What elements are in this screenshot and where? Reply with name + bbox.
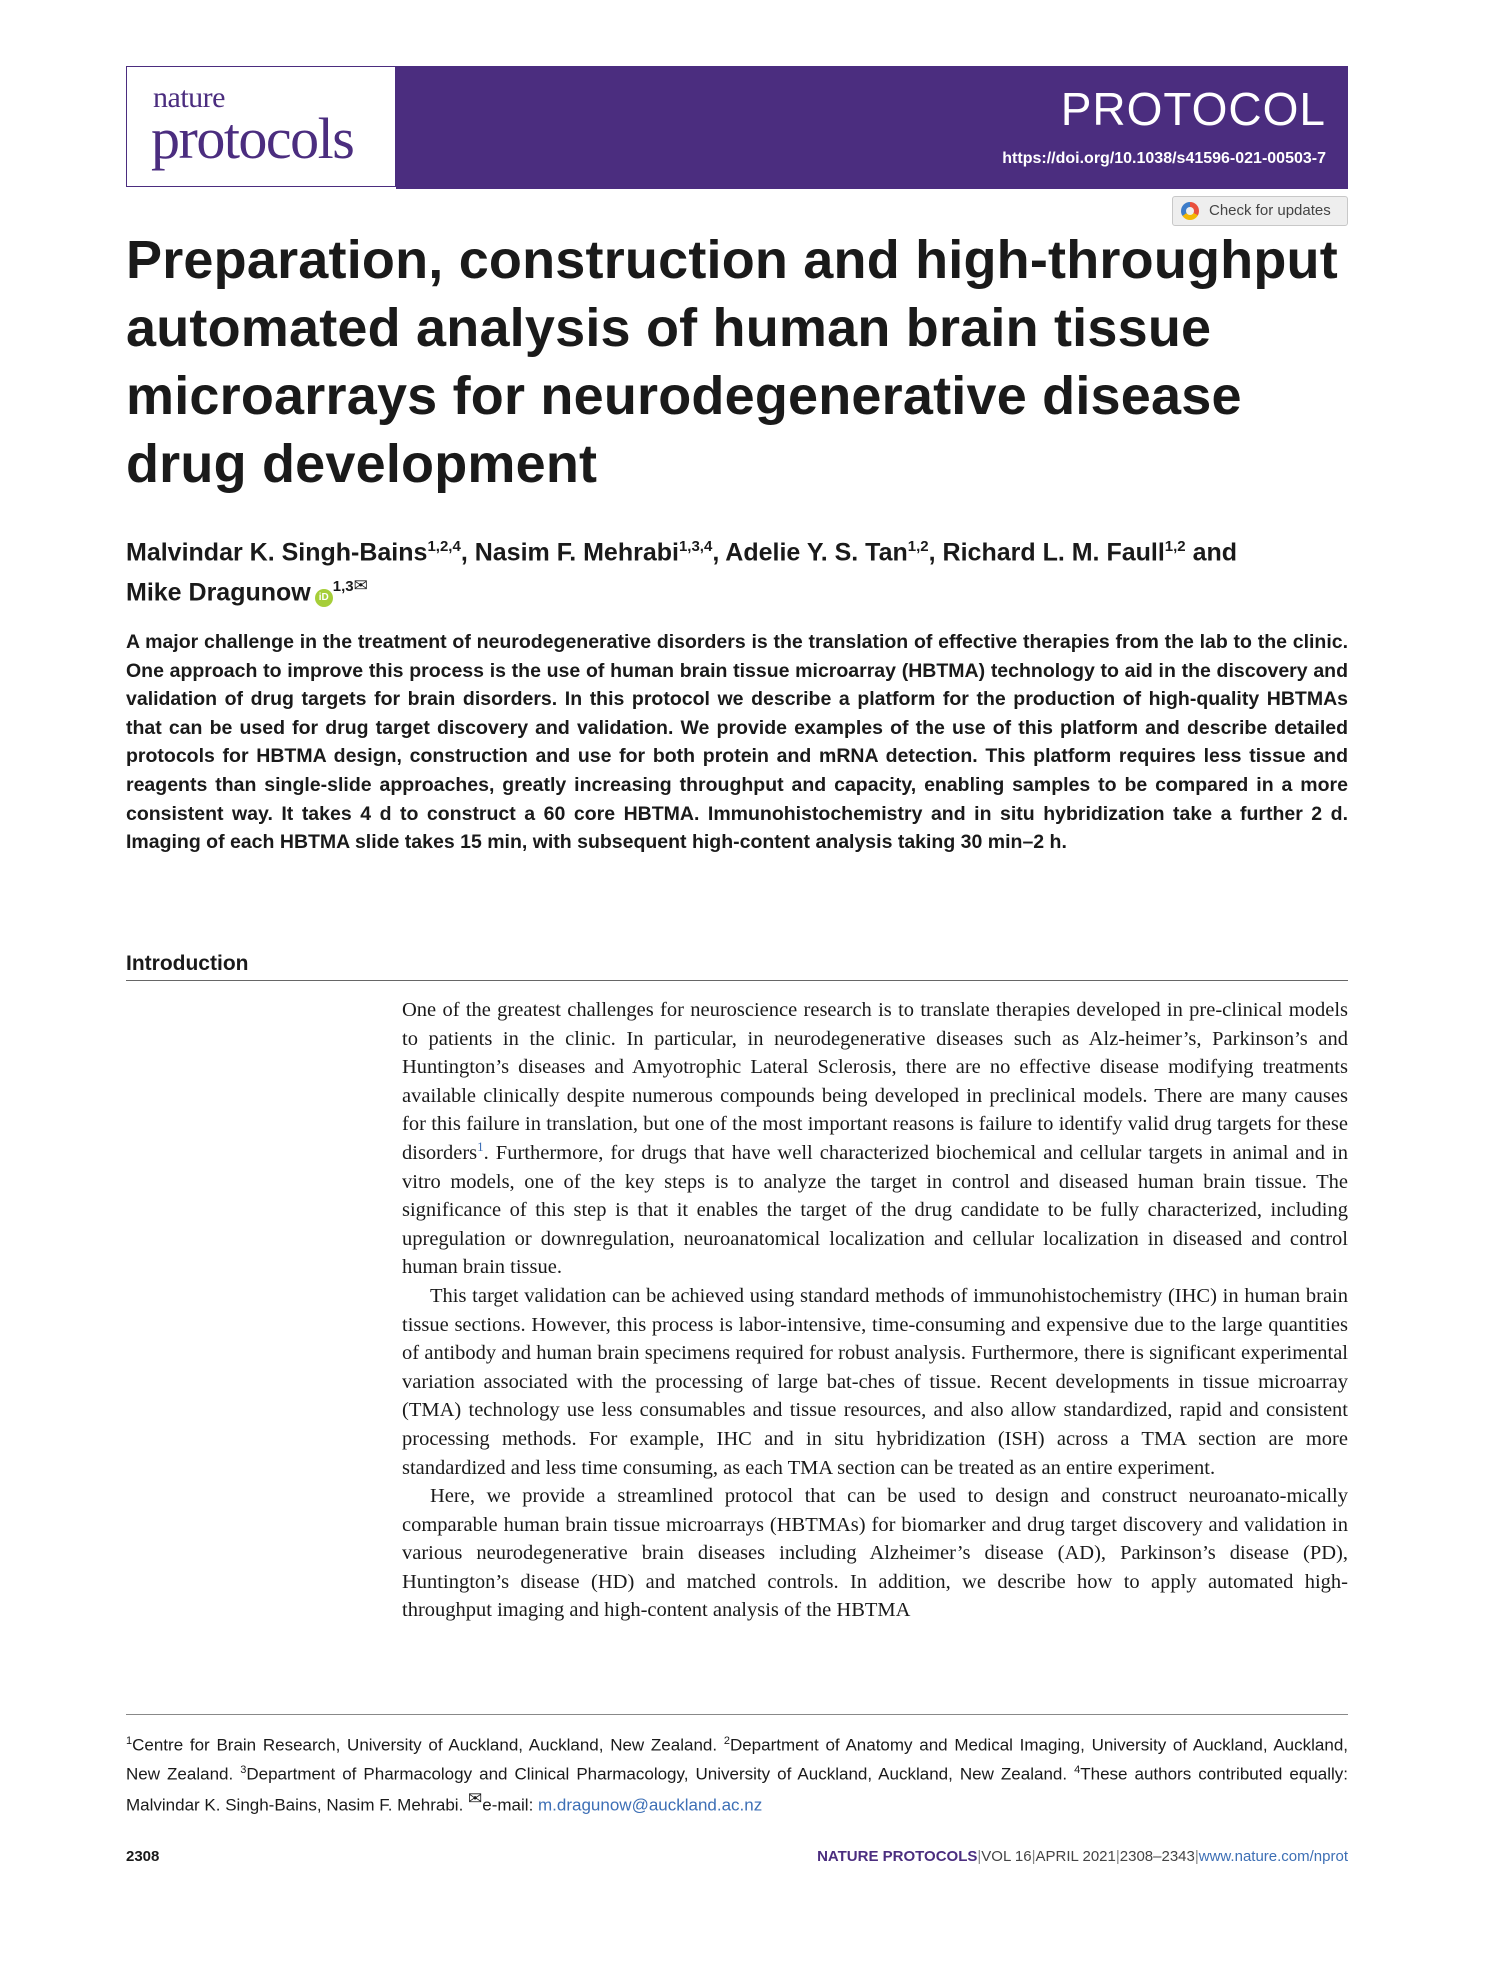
section-heading-introduction — [126, 950, 1348, 981]
author-affiliation: 1,3 — [332, 578, 354, 596]
journal-logo[interactable] — [126, 66, 396, 187]
paragraph: Here, we provide a streamlined protocol that can be used to design and construct neuroanato-mically comparable human brain tissue microarrays (HBTMAs) for biomarker and drug target discovery and validation in various neurodegenerative brain diseases including Alzheimer’s disease (AD), Parkinson’s disease (PD), Huntington’s disease (HD) and matched controls. In addition, we describe how to apply automated high-throughput imaging and high-content analysis of the HBTMA — [402, 1485, 1348, 1622]
footnote-marker: 1 — [126, 1735, 133, 1747]
separator: | — [977, 1848, 982, 1865]
page-number: 2308 — [126, 1848, 160, 1865]
logo-text-nature: nature — [153, 81, 225, 114]
footnote-marker: 3 — [240, 1763, 247, 1776]
separator: | — [1194, 1848, 1199, 1865]
paragraph — [402, 996, 1348, 1282]
paragraph: This target validation can be achieved using standard methods of immunohistochemistry (IHC) in human brain tissue sections. However, this process is labor-intensive, time-consuming and expensive due to the large quantities of antibody and human brain specimens required for robust analysis. Furthermore, there is significant experimental variation associated with the processing of large bat-ches of tissue. Recent developments in tissue microarray (TMA) technology use less consumables and tissue resources, and also allow standardized, rapid and consistent processing methods. For example, IHC and in situ hybridization (ISH) across a TMA section are more standardized and less time consuming, as each TMA section can be treated as an entire experiment. — [402, 1284, 1348, 1479]
doi-link[interactable]: https://doi.org/10.1038/s41596-021-00503-7 — [1002, 150, 1326, 167]
orcid-icon[interactable]: iD — [315, 589, 333, 607]
journal-citation — [817, 1848, 1348, 1865]
check-for-updates-button[interactable] — [1172, 196, 1348, 226]
envelope-icon[interactable]: ✉ — [353, 576, 368, 596]
section-heading-text: Introduction — [126, 952, 249, 975]
footer-url-link[interactable]: www.nature.com/nprot — [1198, 1848, 1348, 1865]
footer-volume: VOL 16 — [981, 1848, 1032, 1865]
author-name[interactable]: Nasim F. Mehrabi — [474, 538, 679, 567]
author-name[interactable]: Malvindar K. Singh-Bains — [126, 538, 428, 567]
footnote-marker: 4 — [1074, 1763, 1081, 1776]
logo-text-protocols: protocols — [151, 106, 354, 171]
check-updates-icon — [1181, 202, 1199, 220]
email-label: e-mail: — [482, 1795, 539, 1815]
header-banner — [396, 66, 1348, 189]
article-title: Preparation, construction and high-throughput automated analysis of human brain tissue microarrays for neurodegenerative disease drug development — [126, 230, 1338, 494]
author-name[interactable]: Mike Dragunow — [126, 578, 311, 607]
affiliations-footnote — [126, 1714, 1348, 1864]
separator: | — [1115, 1848, 1120, 1865]
author-affiliation: 1,3,4 — [678, 538, 713, 555]
author-name[interactable]: Adelie Y. S. Tan — [725, 538, 908, 567]
introduction-body — [402, 996, 1348, 1625]
envelope-icon: ✉ — [468, 1789, 483, 1809]
author-affiliation: 1,2 — [907, 538, 929, 555]
affiliation-text: These authors contributed equally: Malvindar K. Singh-Bains, Nasim F. Mehrabi. — [126, 1764, 1348, 1815]
reference-link[interactable]: 1 — [477, 1139, 484, 1155]
email-link[interactable]: m.dragunow@auckland.ac.nz — [538, 1795, 763, 1815]
author-list: Malvindar K. Singh-Bains$^{1,2,4}$, Nasim F. Mehrabi$^{1,3,4}$, Adelie Y. S. Tan$^{1,2}$, Richard L. M. Faull$^{1,2}$ and Mike Dragunow $iD^{1,3✉}$ — [126, 538, 1238, 607]
author-affiliation: 1,2 — [1164, 538, 1186, 555]
separator: | — [1031, 1848, 1036, 1865]
abstract: A major challenge in the treatment of neurodegenerative disorders is the translation of effective therapies from the lab to the clinic. One approach to improve this process is the use of human brain tissue microarray (HBTMA) technology to aid in the discovery and validation of drug targets for brain disorders. In this protocol we describe a platform for the production of high-quality HBTMAs that can be used for drug target discovery and validation. We provide examples of the use of this platform and describe detailed protocols for HBTMA design, construction and use for both protein and mRNA detection. This platform requires less tissue and reagents than single-slide approaches, greatly increasing throughput and capacity, enabling samples to be compared in a more consistent way. It takes 4 d to construct a 60 core HBTMA. Immunohistochemistry and in situ hybridization take a further 2 d. Imaging of each HBTMA slide takes 15 min, with subsequent high-content analysis taking 30 min–2 h. — [126, 631, 1348, 854]
article-type-label: PROTOCOL — [1060, 83, 1326, 135]
affiliation-text: Department of Anatomy and Medical Imaging, University of Auckland, Auckland, New Zealand. — [126, 1735, 1348, 1784]
footer-pages: 2308–2343 — [1119, 1848, 1195, 1865]
footer-journal-name: NATURE PROTOCOLS — [817, 1848, 978, 1865]
affiliation-text: Department of Pharmacology and Clinical Pharmacology, University of Auckland, Auckland, New Zealand. — [246, 1764, 1075, 1784]
paragraph-text: One of the greatest challenges for neuroscience research is to translate therapies developed in pre-clinical models to patients in the clinic. In particular, in neurodegenerative diseases such as Alz-heimer’s, Parkinson’s and Huntington’s diseases and Amyotrophic Lateral Sclerosis, there are no effective disease modifying treatments available clinically despite numerous compounds being developed in preclinical models. There are many causes for this failure in translation, but one of the most important reasons is failure to identify valid drug targets for these disorders — [402, 999, 1348, 1164]
check-updates-label: Check for updates — [1209, 202, 1331, 219]
author-conjunction: and — [1192, 538, 1238, 567]
paragraph-text: . Furthermore, for drugs that have well characterized biochemical and cellular targets in animal and in vitro models, one of the key steps is to analyze the target in control and diseased human brain tissue. The significance of this step is that it enables the target of the drug candidate to be fully characterized, including upregulation or downregulation, neuroanatomical localization and cellular localization in diseased and control human brain tissue. — [402, 1141, 1348, 1279]
footer-date: APRIL 2021 — [1035, 1848, 1116, 1865]
journal-header — [126, 66, 1348, 189]
author-affiliation: 1,2,4 — [427, 538, 461, 555]
footnote-marker: 2 — [723, 1735, 730, 1747]
author-name[interactable]: Richard L. M. Faull — [942, 538, 1165, 567]
affiliation-text: Centre for Brain Research, University of Auckland, Auckland, New Zealand. — [132, 1735, 724, 1755]
